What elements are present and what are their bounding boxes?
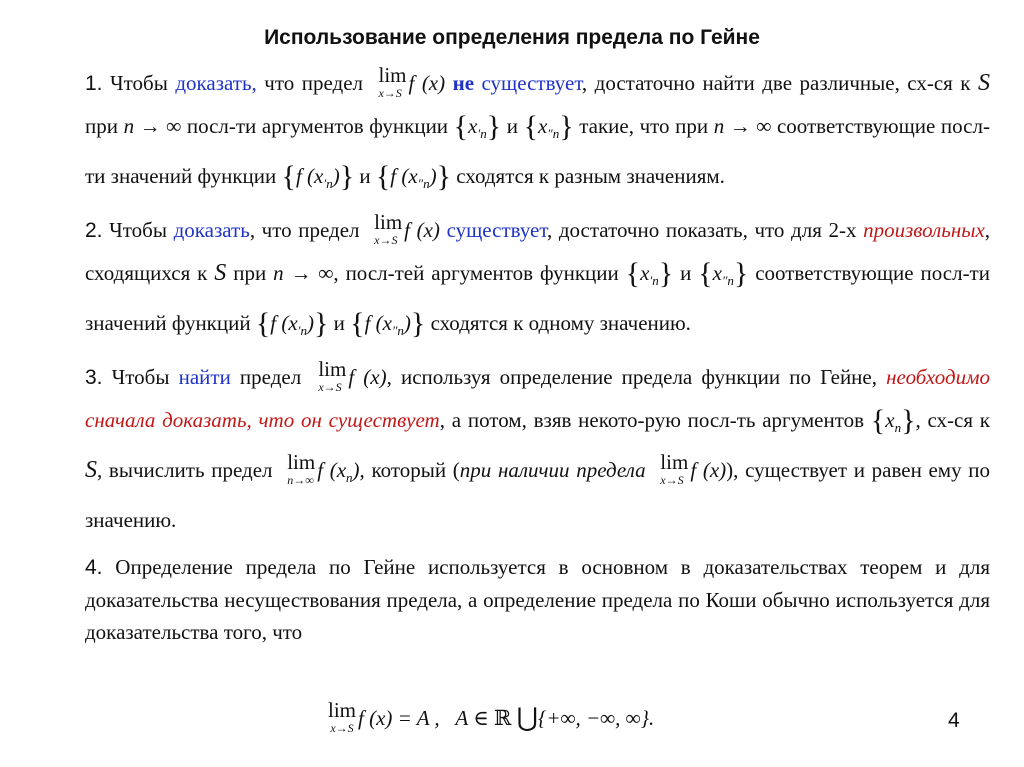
values-f-x-double-prime: {f $(x_{''n})$}	[375, 160, 451, 193]
p3-text: , а потом, взяв некото-рую посл-ть аргументов	[439, 408, 871, 432]
set-S: S	[214, 260, 227, 286]
p1-text: , достаточно найти две различные, сх-ся к	[581, 71, 978, 95]
p3-text: , сх-ся к	[915, 408, 990, 432]
union-symbol: ⋃	[516, 703, 538, 732]
p3-number: 3.	[85, 366, 103, 389]
function-fx: f (x)	[404, 218, 440, 242]
p2-text: , достаточно показать, что для 2-х	[546, 218, 864, 242]
p1-text: и	[501, 114, 524, 138]
function-f-xn: f $(x_n)$	[317, 458, 360, 485]
n-to-infinity: n → ∞	[713, 114, 772, 138]
p3-if-limit-text: при наличии предела	[459, 458, 646, 482]
n-to-infinity: n → ∞	[123, 114, 182, 138]
equals-A: = A ,	[397, 706, 440, 730]
function-fx: f (x)	[690, 458, 727, 482]
infinity-set: {+∞, −∞, ∞}.	[537, 706, 655, 730]
p2-text: , посл-тей аргументов функции	[333, 261, 626, 285]
limit-expression: lim x→S	[328, 698, 357, 735]
p2-text: Чтобы	[102, 218, 174, 242]
p1-prove-word: доказать,	[175, 71, 257, 95]
slide-body	[30, 62, 990, 652]
reals-symbol: ℝ	[493, 706, 512, 730]
paragraph-1	[30, 62, 990, 205]
p4-text: Определение предела по Гейне используется в основном в доказательствах теорем и для доказательства несуществования предела, а определение предела по Коши обычно используется для доказательства того, что	[85, 555, 990, 644]
set-S: S	[85, 457, 97, 483]
p4-number: 4.	[85, 556, 103, 579]
p3-text: , который (	[359, 458, 460, 482]
n-to-infinity: n → ∞	[273, 261, 334, 285]
paragraph-4	[30, 551, 990, 648]
p1-text: соответствующие посл-ти значений функции	[85, 114, 990, 188]
p3-necessary-text: необходимо сначала доказать, что он существует	[85, 365, 990, 432]
values-f-x-prime: {f $(x_{'n})$}	[281, 160, 355, 193]
sequence-xn: $\{x_n\}$	[870, 404, 916, 437]
p3-text: предел	[230, 365, 302, 389]
p2-arbitrary-word: произвольных	[863, 218, 985, 242]
p1-text: при	[85, 114, 124, 138]
p2-number: 2.	[85, 219, 103, 242]
sequence-x-prime: $\{x_{'n}\}$	[453, 110, 502, 143]
p3-text: ), существует и равен ему по значению.	[85, 458, 991, 532]
p1-text: что предел	[256, 71, 363, 95]
sequence-x-prime: $\{x_{'n}\}$	[625, 257, 674, 290]
limit-n-expression: lim n→∞	[287, 450, 316, 487]
p1-text: посл-ти аргументов функции	[181, 114, 454, 138]
p1-not-word: не	[452, 71, 475, 95]
p1-text: такие, что при	[573, 114, 714, 138]
p1-text: Чтобы	[102, 71, 176, 95]
limit-expression: lim x→S	[318, 357, 347, 394]
p1-number: 1.	[85, 72, 103, 95]
cauchy-formula	[320, 700, 654, 734]
function-fx: f (x)	[358, 706, 393, 730]
limit-expression: lim x→S	[374, 210, 403, 247]
p2-text: соответствующие посл-ти значений функций	[85, 261, 990, 335]
p3-text: , используя определение предела функции по Гейне,	[386, 365, 887, 389]
p2-text: , что предел	[249, 218, 360, 242]
values-f-x-double-prime: {f $(x_{''n})$}	[350, 307, 426, 340]
p2-text: сходятся к одному значению.	[425, 311, 691, 335]
p2-text: и	[673, 261, 699, 285]
p2-text: при	[226, 261, 274, 285]
p2-text: , сходящихся к	[85, 218, 991, 285]
paragraph-2	[30, 209, 990, 352]
p3-text: Чтобы	[102, 365, 179, 389]
A-in: A ∈	[455, 706, 494, 730]
p2-exists-word: существует	[446, 218, 547, 242]
limit-expression: lim x→S	[660, 450, 689, 487]
slide-title: Использование определения предела по Гейне	[264, 26, 760, 49]
set-S: S	[978, 70, 990, 96]
p1-exists-word: существует	[481, 71, 582, 95]
p2-text: и	[328, 311, 351, 335]
p3-text: , вычислить предел	[97, 458, 273, 482]
function-fx: f (x)	[408, 71, 446, 95]
p2-prove-word: доказать	[173, 218, 250, 242]
paragraph-3	[30, 356, 990, 541]
p1-text: и	[354, 164, 376, 188]
sequence-x-double-prime: $\{x_{''n}\}$	[523, 110, 574, 143]
limit-expression: lim x→S	[378, 63, 407, 100]
p3-find-word: найти	[178, 365, 231, 389]
page-number: 4	[948, 709, 960, 732]
p1-text: сходятся к разным значениям.	[450, 164, 725, 188]
function-fx: f (x)	[348, 365, 387, 389]
sequence-x-double-prime: $\{x_{''n}\}$	[698, 257, 749, 290]
values-f-x-prime: {f $(x_{'n})$}	[255, 307, 329, 340]
